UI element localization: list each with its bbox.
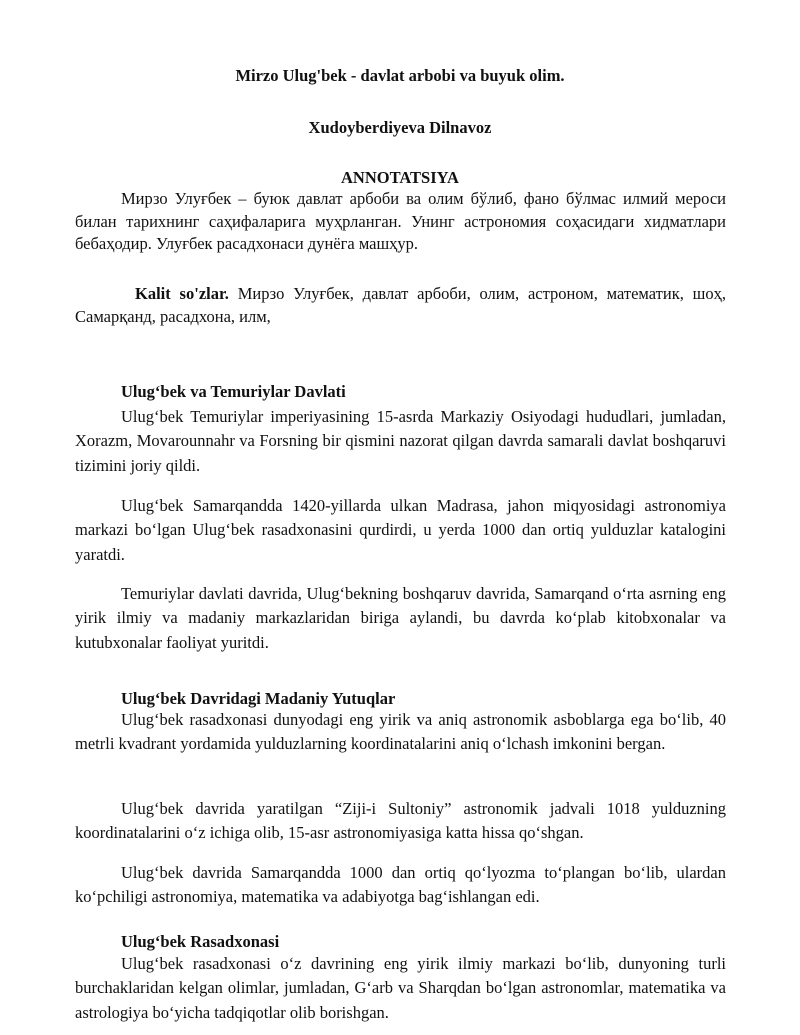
keywords-label: Kalit so'zlar. <box>135 284 229 303</box>
section-paragraph: Temuriylar davlati davrida, Ulug‘bekning boshqaruv davrida, Samarqand o‘rta asrning eng yirik ilmiy va madaniy markazlaridan biriga aylandi, bu davrda ko‘plab kitobxonalar va kutubxonalar faoliyat yuritdi. <box>75 584 726 652</box>
keywords-text: Мирзо Улуғбек, давлат арбоби, олим, астроном, математик, шоҳ, Самарқанд, расадхона, илм, <box>75 284 726 326</box>
section-paragraph: Ulug‘bek rasadxonasi o‘z davrining eng yirik ilmiy markazi bo‘lib, dunyoning turli burchaklaridan kelgan olimlar, jumladan, G‘arb va Sharqdan bo‘lgan astronomlar, matematika va astrologiya bo‘yicha tadqiqotlar olib borishgan. <box>75 954 726 1022</box>
section-paragraph: Ulug‘bek davrida Samarqandda 1000 dan ortiq qo‘lyozma to‘plangan bo‘lib, ulardan ko‘pchiligi astronomiya, matematika va adabiyotga bag‘ishlangan edi. <box>75 863 726 907</box>
section-heading: Ulug‘bek Rasadxonasi <box>121 932 280 951</box>
keywords-paragraph <box>75 283 726 328</box>
section-paragraph: Ulug‘bek rasadxonasi dunyodagi eng yirik va aniq astronomik asboblarga ega bo‘lib, 40 metrli kvadrant yordamida yulduzlarning koordinatalarini aniq o‘lchash imkonini bergan. <box>75 710 726 754</box>
annotation-heading: ANNOTATSIYA <box>341 168 459 187</box>
section-paragraph: Ulug‘bek Samarqandda 1420-yillarda ulkan Madrasa, jahon miqyosidagi astronomiya markazi bo‘lgan Ulug‘bek rasadxonasini qurdirdi, u yerda 1000 dan ortiq yulduzlar katalogini yaratdi. <box>75 496 726 564</box>
section-paragraph: Ulug‘bek davrida yaratilgan “Ziji-i Sultoniy” astronomik jadvali 1018 yulduzning koordinatalarini o‘z ichiga olib, 15-asr astronomiyasiga katta hissa qo‘shgan. <box>75 799 726 843</box>
section-heading: Ulug‘bek Davridagi Madaniy Yutuqlar <box>121 689 396 708</box>
author-name: Xudoyberdiyeva Dilnavoz <box>308 118 492 137</box>
annotation-paragraph: Мирзо Улуғбек – буюк давлат арбоби ва олим бўлиб, фано бўлмас илмий мероси билан тарихнинг саҳифаларига муҳрланган. Унинг астрономия соҳасидаги хидматлари бебаҳодир. Улуғбек расадхонаси дунёга машҳур. <box>75 189 726 253</box>
section-paragraph: Ulug‘bek Temuriylar imperiyasining 15-asrda Markaziy Osiyodagi hududlari, jumladan, Xorazm, Movarounnahr va Forsning bir qismini nazorat qilgan davrda samarali davlat boshqaruvi tizimini joriy qildi. <box>75 407 726 475</box>
section-heading: Ulug‘bek va Temuriylar Davlati <box>121 382 346 401</box>
document-title: Mirzo Ulug'bek - davlat arbobi va buyuk olim. <box>235 66 565 85</box>
